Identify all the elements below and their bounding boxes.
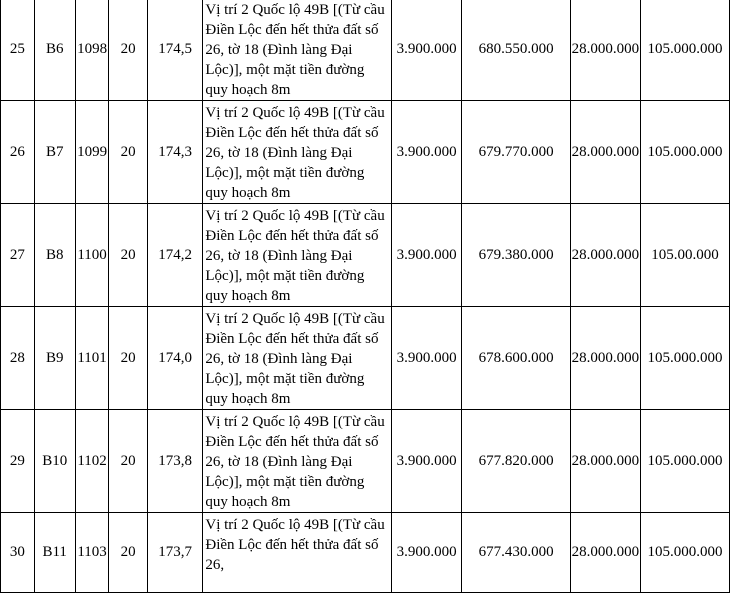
- location-description: Vị trí 2 Quốc lộ 49B [(Từ cầu Điền Lộc đến hết thửa đất số 26, tờ 18 (Đình làng Đại Lộc)], một mặt tiền đường quy hoạch 8m: [203, 204, 392, 307]
- table-row: [1, 307, 730, 410]
- table-row: [1, 204, 730, 307]
- table-row: [1, 0, 730, 101]
- bid-step: 28.000.000: [570, 307, 640, 410]
- parcel-number: 1098: [75, 0, 109, 101]
- bid-step: 28.000.000: [570, 101, 640, 204]
- area: 174,2: [147, 204, 203, 307]
- lot-code: B11: [34, 513, 75, 593]
- lot-code: B8: [34, 204, 75, 307]
- unit-price: 3.900.000: [391, 204, 461, 307]
- area: 173,7: [147, 513, 203, 593]
- unit-price: 3.900.000: [391, 307, 461, 410]
- starting-price: 678.600.000: [462, 307, 571, 410]
- row-number: 28: [1, 307, 35, 410]
- map-sheet-number: 20: [109, 307, 147, 410]
- starting-price: 680.550.000: [462, 0, 571, 101]
- deposit: 105.000.000: [640, 513, 729, 593]
- location-description: Vị trí 2 Quốc lộ 49B [(Từ cầu Điền Lộc đến hết thửa đất số 26,: [203, 513, 392, 593]
- starting-price: 677.820.000: [462, 410, 571, 513]
- parcel-number: 1102: [75, 410, 109, 513]
- map-sheet-number: 20: [109, 513, 147, 593]
- starting-price: 679.380.000: [462, 204, 571, 307]
- unit-price: 3.900.000: [391, 0, 461, 101]
- lot-code: B10: [34, 410, 75, 513]
- table-row: [1, 101, 730, 204]
- deposit: 105.000.000: [640, 0, 729, 101]
- area: 174,0: [147, 307, 203, 410]
- deposit: 105.000.000: [640, 101, 729, 204]
- area: 174,5: [147, 0, 203, 101]
- bid-step: 28.000.000: [570, 0, 640, 101]
- starting-price: 677.430.000: [462, 513, 571, 593]
- row-number: 25: [1, 0, 35, 101]
- table-row: [1, 513, 730, 593]
- unit-price: 3.900.000: [391, 513, 461, 593]
- location-description: Vị trí 2 Quốc lộ 49B [(Từ cầu Điền Lộc đến hết thửa đất số 26, tờ 18 (Đình làng Đại Lộc)], một mặt tiền đường quy hoạch 8m: [203, 307, 392, 410]
- parcel-number: 1101: [75, 307, 109, 410]
- lot-code: B6: [34, 0, 75, 101]
- table-row: [1, 410, 730, 513]
- parcel-number: 1099: [75, 101, 109, 204]
- parcel-number: 1100: [75, 204, 109, 307]
- starting-price: 679.770.000: [462, 101, 571, 204]
- location-description: Vị trí 2 Quốc lộ 49B [(Từ cầu Điền Lộc đến hết thửa đất số 26, tờ 18 (Đình làng Đại Lộc)], một mặt tiền đường quy hoạch 8m: [203, 101, 392, 204]
- row-number: 30: [1, 513, 35, 593]
- map-sheet-number: 20: [109, 0, 147, 101]
- bid-step: 28.000.000: [570, 513, 640, 593]
- area: 173,8: [147, 410, 203, 513]
- map-sheet-number: 20: [109, 410, 147, 513]
- bid-step: 28.000.000: [570, 410, 640, 513]
- map-sheet-number: 20: [109, 204, 147, 307]
- unit-price: 3.900.000: [391, 410, 461, 513]
- deposit: 105.00.000: [640, 204, 729, 307]
- row-number: 26: [1, 101, 35, 204]
- deposit: 105.000.000: [640, 307, 729, 410]
- bid-step: 28.000.000: [570, 204, 640, 307]
- lot-code: B9: [34, 307, 75, 410]
- row-number: 29: [1, 410, 35, 513]
- row-number: 27: [1, 204, 35, 307]
- deposit: 105.000.000: [640, 410, 729, 513]
- location-description: Vị trí 2 Quốc lộ 49B [(Từ cầu Điền Lộc đến hết thửa đất số 26, tờ 18 (Đình làng Đại Lộc)], một mặt tiền đường quy hoạch 8m: [203, 0, 392, 101]
- unit-price: 3.900.000: [391, 101, 461, 204]
- area: 174,3: [147, 101, 203, 204]
- location-description: Vị trí 2 Quốc lộ 49B [(Từ cầu Điền Lộc đến hết thửa đất số 26, tờ 18 (Đình làng Đại Lộc)], một mặt tiền đường quy hoạch 8m: [203, 410, 392, 513]
- map-sheet-number: 20: [109, 101, 147, 204]
- parcel-number: 1103: [75, 513, 109, 593]
- lot-code: B7: [34, 101, 75, 204]
